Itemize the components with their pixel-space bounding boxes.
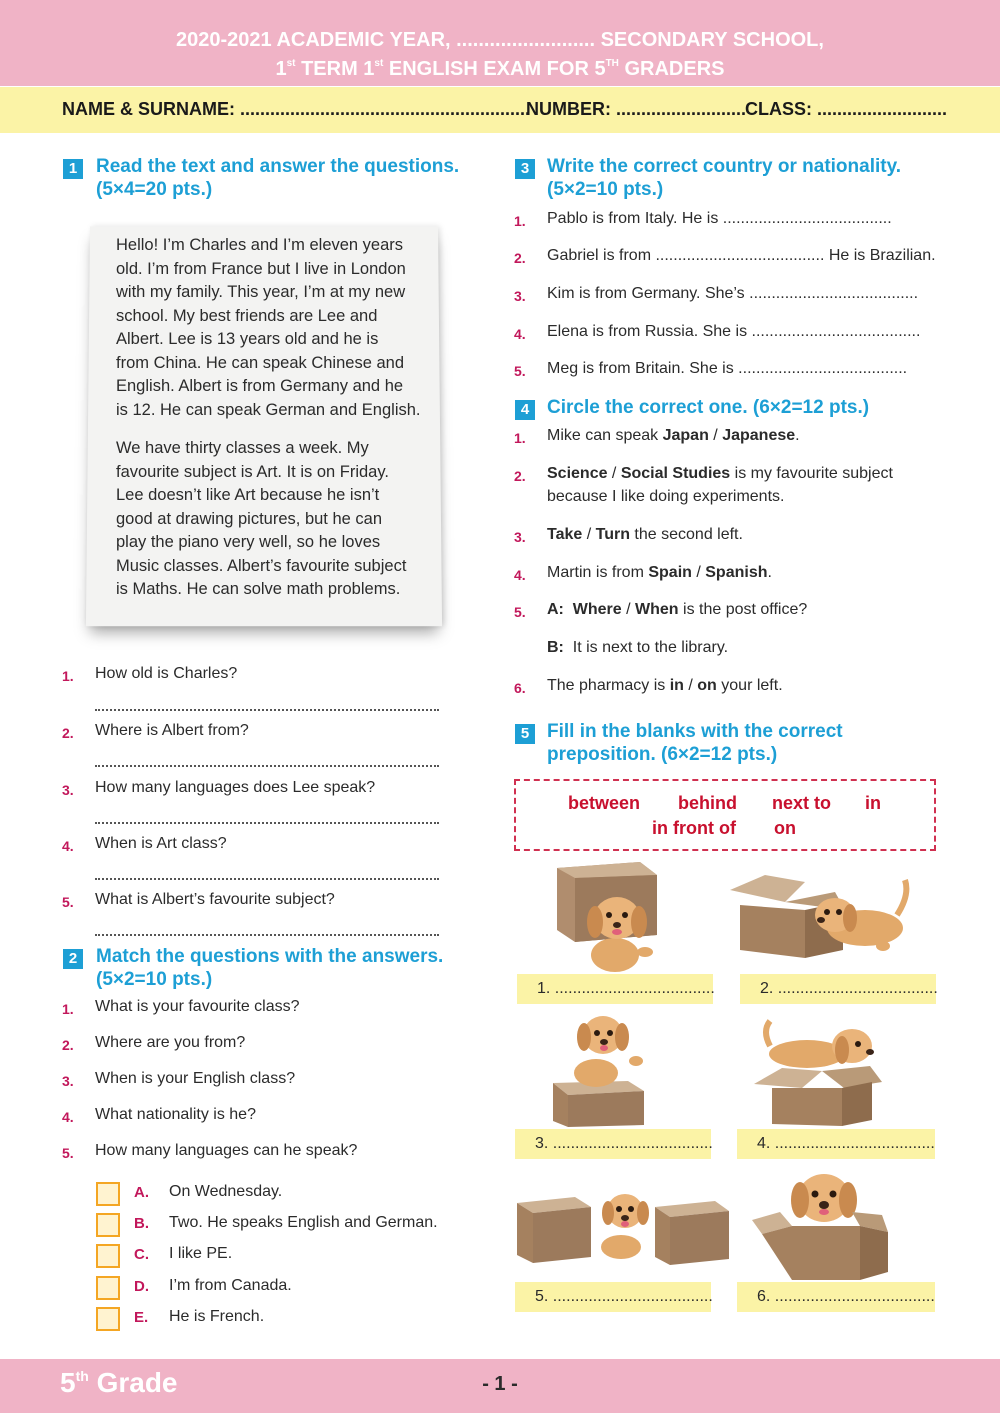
question-number: 3.	[62, 782, 74, 798]
picture-dog-in-box-top	[752, 1016, 892, 1128]
word-behind: behind	[678, 793, 737, 813]
item-text: .	[767, 564, 772, 581]
item-number: 1.	[514, 213, 526, 229]
section-5-title-line: Fill in the blanks with the correct	[547, 721, 843, 742]
question-number: 1.	[62, 668, 74, 684]
answer-text: He is French.	[169, 1308, 265, 1325]
item-text[interactable]: Kim is from Germany. She’s ......................................	[547, 285, 919, 302]
section-2-title	[96, 945, 443, 991]
item-number: 3.	[514, 529, 526, 545]
exam-header	[0, 0, 1000, 86]
dialogue-line	[547, 639, 728, 657]
answer-letter: E.	[134, 1309, 149, 1326]
passage-line: Albert. Lee is 13 years old and he is	[116, 330, 379, 348]
option-a[interactable]: Spain	[648, 564, 692, 581]
section-5-number: 5	[515, 724, 535, 744]
circle-item	[547, 427, 800, 445]
answer-box[interactable]	[96, 1182, 120, 1206]
word-in-front-of: in front of	[652, 818, 736, 838]
item-text: because I like doing experiments.	[547, 488, 785, 505]
passage-line: favourite subject is Art. It is on Friday.	[116, 462, 389, 481]
answer-line[interactable]	[95, 709, 439, 711]
grade-text: Grade	[88, 1367, 178, 1398]
circle-item	[547, 526, 743, 544]
answer-label-2[interactable]: 2. ....................................	[740, 974, 936, 1004]
grade-number: 5	[60, 1367, 76, 1398]
passage-line: is 12. He can speak German and English.	[116, 400, 421, 419]
circle-item	[547, 465, 893, 483]
separator: /	[621, 601, 636, 618]
header-sup: st	[374, 58, 384, 70]
answer-box[interactable]	[96, 1244, 120, 1268]
answer-box[interactable]	[96, 1213, 120, 1237]
question-text: When is Art class?	[95, 835, 227, 852]
answer-letter: C.	[134, 1246, 149, 1263]
question-text: What is Albert’s favourite subject?	[95, 891, 335, 908]
option-a[interactable]: Japan	[662, 427, 709, 444]
answer-letter: B.	[134, 1215, 149, 1232]
picture-dog-behind-box	[725, 870, 915, 965]
section-5-points: preposition. (6×2=12 pts.)	[547, 744, 778, 765]
answer-line[interactable]	[95, 765, 439, 767]
passage-line: We have thirty classes a week. My	[116, 439, 369, 457]
picture-dog-between-boxes	[515, 1185, 733, 1265]
reading-paragraph-2	[116, 437, 406, 602]
item-number: 4.	[514, 567, 526, 583]
picture-dog-in-box	[752, 1160, 892, 1282]
section-3-title-line: Write the correct country or nationality.	[547, 156, 902, 177]
answer-box[interactable]	[96, 1276, 120, 1300]
answer-label-4[interactable]: 4. ....................................	[737, 1129, 935, 1159]
question-text: Where are you from?	[95, 1034, 246, 1051]
question-number: 4.	[62, 1109, 74, 1125]
item-text[interactable]: Pablo is from Italy. He is ......................................	[547, 210, 892, 227]
section-2-title-line: Match the questions with the answers.	[96, 946, 444, 967]
item-text: the second left.	[629, 526, 743, 543]
passage-line: school. My best friends are Lee and	[116, 306, 378, 325]
answer-letter: A.	[134, 1184, 149, 1201]
option-a[interactable]: in	[669, 677, 684, 694]
option-a[interactable]: Science	[547, 465, 608, 482]
header-sup: st	[286, 58, 296, 70]
question-text: How many languages does Lee speak?	[95, 779, 376, 796]
question-text: What is your favourite class?	[95, 998, 300, 1015]
option-a[interactable]: Take	[547, 526, 583, 543]
passage-line: English. Albert is from Germany and he	[116, 377, 404, 395]
option-b[interactable]: Social Studies	[620, 465, 731, 482]
question-number: 1.	[62, 1001, 74, 1017]
item-text: is the post office?	[678, 601, 808, 618]
item-text: Mike can speak	[547, 427, 663, 444]
item-text: .	[795, 427, 800, 444]
section-1-title	[96, 155, 459, 201]
section-3-points: (5×2=10 pts.)	[547, 179, 664, 200]
section-1-number: 1	[63, 159, 83, 179]
item-text[interactable]: Meg is from Britain. She is ......................................	[547, 360, 908, 377]
picture-dog-on-box	[548, 1003, 648, 1128]
section-2-number: 2	[63, 949, 83, 969]
question-text: When is your English class?	[95, 1070, 296, 1087]
speaker-a: A:	[547, 601, 564, 618]
header-exam-text: ENGLISH EXAM FOR 5	[383, 58, 606, 80]
header-term-text: TERM 1	[295, 58, 375, 80]
circle-item	[547, 601, 807, 619]
section-5-title	[547, 720, 843, 766]
answer-text: On Wednesday.	[169, 1183, 283, 1200]
question-number: 2.	[62, 725, 74, 741]
page-footer	[0, 1359, 1000, 1413]
word-next-to: next to	[772, 793, 832, 813]
answer-text: I like PE.	[169, 1245, 233, 1262]
answer-text: Two. He speaks English and German.	[169, 1214, 438, 1231]
item-number: 4.	[514, 326, 526, 342]
section-4-number: 4	[515, 400, 535, 420]
item-text: is my favourite subject	[730, 465, 893, 482]
answer-line[interactable]	[95, 934, 439, 936]
passage-line: good at drawing pictures, but he can	[116, 509, 383, 528]
header-sup: TH	[605, 58, 619, 70]
item-text: The pharmacy is	[547, 677, 670, 694]
item-number: 1.	[514, 430, 526, 446]
answer-box[interactable]	[96, 1307, 120, 1331]
section-1-title-line: Read the text and answer the questions.	[96, 156, 460, 177]
option-b[interactable]: on	[697, 677, 717, 694]
speaker-b: B:	[547, 639, 564, 656]
option-b[interactable]: Japanese	[722, 427, 796, 444]
passage-line: from China. He can speak Chinese and	[116, 353, 404, 372]
question-text: What nationality is he?	[95, 1106, 256, 1123]
name-field[interactable]: NAME & SURNAME: ..........................................................	[62, 99, 531, 119]
picture-dog-in-front-of-box	[545, 860, 675, 975]
section-3-number: 3	[515, 159, 535, 179]
answer-line[interactable]	[95, 822, 439, 824]
number-field[interactable]: NUMBER: ..........................	[526, 99, 747, 119]
question-number: 2.	[62, 1037, 74, 1053]
answer-label-5[interactable]: 5. ....................................	[515, 1282, 711, 1312]
item-text: It is next to the library.	[572, 639, 729, 656]
item-number: 6.	[514, 680, 526, 696]
item-number: 2.	[514, 250, 526, 266]
passage-line: is Maths. He can solve math problems.	[116, 580, 401, 598]
option-b[interactable]: Turn	[595, 526, 630, 543]
class-field[interactable]: CLASS: ..........................	[745, 99, 948, 119]
separator: /	[582, 526, 596, 543]
reading-paragraph-1	[116, 234, 421, 422]
section-3-title	[547, 155, 901, 201]
answer-letter: D.	[134, 1278, 149, 1295]
header-line-2	[0, 55, 1000, 84]
question-text: How many languages can he speak?	[95, 1142, 358, 1159]
circle-item	[547, 564, 772, 582]
word-between: between	[568, 793, 641, 813]
section-1-points: (5×4=20 pts.)	[96, 179, 213, 200]
student-info-bar	[0, 87, 1000, 133]
passage-line: with my family. This year, I’m at my new	[116, 283, 406, 301]
header-graders: GRADERS	[618, 58, 725, 80]
question-number: 4.	[62, 838, 74, 854]
passage-line: Music classes. Albert’s favourite subject	[116, 556, 407, 575]
separator: /	[607, 465, 621, 482]
item-text[interactable]: Elena is from Russia. She is ......................................	[547, 323, 921, 340]
page-number: - 1 -	[482, 1373, 518, 1395]
word-bank	[514, 779, 936, 851]
answer-line[interactable]	[95, 878, 439, 880]
word-in: in	[865, 793, 881, 813]
passage-line: play the piano very well, so he loves	[116, 533, 381, 551]
question-number: 5.	[62, 1145, 74, 1161]
question-number: 3.	[62, 1073, 74, 1089]
section-4-title: Circle the correct one. (6×2=12 pts.)	[547, 397, 870, 418]
passage-line: Lee doesn’t like Art because he isn’t	[116, 486, 380, 504]
passage-line: old. I’m from France but I live in London	[116, 259, 406, 278]
separator: /	[683, 677, 698, 694]
answer-label-3[interactable]: 3. ....................................	[515, 1129, 711, 1159]
header-line-1: 2020-2021 ACADEMIC YEAR, ......................... SECONDARY SCHOOL,	[176, 29, 824, 51]
item-number: 5.	[514, 604, 526, 620]
item-text: Martin is from	[547, 564, 649, 581]
word-on: on	[774, 818, 796, 838]
answer-text: I’m from Canada.	[169, 1277, 292, 1294]
answer-label-6[interactable]: 6. ....................................	[737, 1282, 935, 1312]
separator: /	[708, 427, 723, 444]
passage-line: Hello! I’m Charles and I’m eleven years	[116, 236, 404, 254]
item-number: 3.	[514, 288, 526, 304]
question-text: Where is Albert from?	[95, 722, 249, 739]
answer-label-1[interactable]: 1. ....................................	[517, 974, 713, 1004]
section-2-points: (5×2=10 pts.)	[96, 969, 213, 990]
item-number: 5.	[514, 363, 526, 379]
option-b[interactable]: When	[635, 601, 679, 618]
option-b[interactable]: Spanish	[705, 564, 768, 581]
grade-sup: th	[75, 1367, 89, 1384]
item-text[interactable]: Gabriel is from ...................................... He is Brazilian.	[547, 247, 936, 264]
item-number: 2.	[514, 468, 526, 484]
question-text: How old is Charles?	[95, 665, 238, 682]
question-number: 5.	[62, 894, 74, 910]
separator: /	[691, 564, 706, 581]
option-a[interactable]: Where	[572, 601, 622, 618]
item-text: your left.	[716, 677, 783, 694]
header-term-num: 1	[275, 58, 287, 80]
circle-item	[547, 677, 783, 695]
